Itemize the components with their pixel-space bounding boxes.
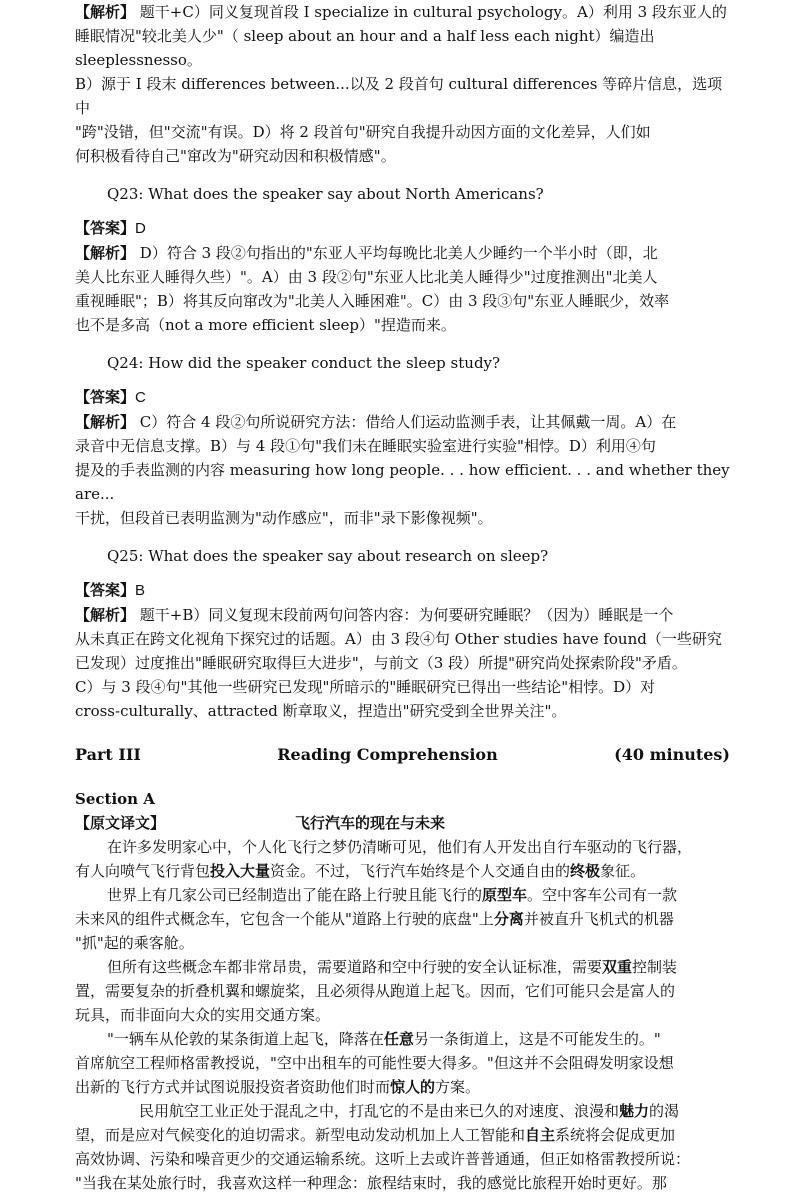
q22-analysis <box>75 0 730 168</box>
paragraph-line: 玩具，而非面向大众的实用交通方案。 <box>75 1006 331 1024</box>
q24-analysis <box>75 410 730 530</box>
paragraph-line: 在许多发明家心中，个人化飞行之梦仍清晰可见，他们有人开发出自行车驱动的飞行器， <box>107 838 693 856</box>
analysis-line: B）源于 I 段末 differences between...以及 2 段首句 cultural differences 等碎片信息，选项中 <box>75 75 723 117</box>
question-q23: Q23: What does the speaker say about North Americans? <box>107 185 544 203</box>
answer-letter: B <box>135 582 146 599</box>
analysis-line: C）符合 4 段②句所说研究方法：借给人们运动监测手表，让其佩戴一周。A）在 <box>139 413 677 431</box>
paragraph-line: 置，需要复杂的折叠机翼和螺旋桨，且必须得从跑道上起飞。因而，它们可能只会是富人的 <box>75 982 676 1000</box>
emphasized-term: 任意 <box>383 1030 414 1048</box>
analysis-line: 已发现）过度推出"睡眠研究取得巨大进步"，与前文（3 段）所提"研究尚处探索阶段"矛盾。 <box>75 654 687 672</box>
answer-letter: C <box>135 389 146 406</box>
translation-body <box>75 835 730 1195</box>
emphasized-term: 投入大量 <box>210 862 271 880</box>
paragraph-line: 民用航空工业正处于混乱之中，打乱它的不是由来已久的对速度、浪漫和魅力的渴 <box>139 1102 680 1120</box>
question-q25: Q25: What does the speaker say about research on sleep? <box>107 547 549 565</box>
analysis-line: 重视睡眠"；B）将其反向窜改为"北美人入睡困难"。C）由 3 段③句"东亚人睡眠少，效率 <box>75 292 670 310</box>
part-time: (40 minutes) <box>614 745 730 764</box>
paragraph-line: "当我在某处旅行时，我喜欢这样一种理念：旅程结束时，我的感觉比旅程开始时更好。那 <box>75 1174 667 1192</box>
emphasized-term: 魅力 <box>619 1102 650 1120</box>
analysis-tag: 【解析】 <box>75 244 136 262</box>
answer-q23 <box>75 216 730 241</box>
answer-q24 <box>75 385 730 410</box>
translation-tag: 【原文译文】 <box>75 814 166 832</box>
translation-paragraph <box>75 955 730 1027</box>
translation-header <box>75 811 730 835</box>
question-q24: Q24: How did the speaker conduct the sleep study? <box>107 354 501 372</box>
answer-tag: 【答案】 <box>75 388 136 406</box>
paragraph-line: "一辆车从伦敦的某条街道上起飞，降落在任意另一条街道上，这是不可能发生的。" <box>107 1030 661 1048</box>
paragraph-line: 世界上有几家公司已经制造出了能在路上行驶且能飞行的原型车。空中客车公司有一款 <box>107 886 678 904</box>
translation-paragraph <box>75 835 730 883</box>
paragraph-line: 但所有这些概念车都非常昂贵，需要道路和空中行驶的安全认证标准，需要双重控制装 <box>107 958 678 976</box>
analysis-line: cross-culturally、attracted 断章取义，捏造出"研究受到全世界关注"。 <box>75 702 567 720</box>
analysis-line: D）符合 3 段②句指出的"东亚人平均每晚比北美人少睡约一个半小时（即，北 <box>139 244 658 262</box>
answer-q25 <box>75 578 730 603</box>
emphasized-term: 自主 <box>525 1126 556 1144</box>
emphasized-term: 终极 <box>570 862 601 880</box>
q23-analysis <box>75 241 730 337</box>
analysis-line: 题干+C）同义复现首段 I specialize in cultural psychology。A）利用 3 段东亚人的 <box>139 3 727 21</box>
analysis-line: 睡眠情况"较北美人少"（ sleep about an hour and a half less each night）编造出 sleeplessnesso。 <box>75 27 655 69</box>
part-heading <box>75 743 730 767</box>
paragraph-line: "抓"起的乘客舱。 <box>75 934 194 952</box>
section-heading: Section A <box>75 790 155 808</box>
analysis-tag: 【解析】 <box>75 413 136 431</box>
analysis-line: 何积极看待自己"窜改为"研究动因和积极情感"。 <box>75 147 396 165</box>
paragraph-line: 未来风的组件式概念车，它包含一个能从"道路上行驶的底盘"上分离并被直升飞机式的机器 <box>75 910 674 928</box>
article-title: 飞行汽车的现在与未来 <box>295 814 446 832</box>
emphasized-term: 惊人的 <box>390 1078 436 1096</box>
translation-paragraph <box>75 1099 730 1195</box>
analysis-line: 题干+B）同义复现末段前两句问答内容：为何要研究睡眠？（因为）睡眠是一个 <box>139 606 674 624</box>
document-page <box>75 0 730 1195</box>
analysis-tag: 【解析】 <box>75 606 136 624</box>
q25-analysis <box>75 603 730 723</box>
paragraph-line: 出新的飞行方式并试图说服投资者资助他们时而惊人的方案。 <box>75 1078 481 1096</box>
answer-tag: 【答案】 <box>75 581 136 599</box>
emphasized-term: 原型车 <box>482 886 528 904</box>
analysis-tag: 【解析】 <box>75 3 136 21</box>
analysis-line: 干扰，但段首已表明监测为"动作感应"，而非"录下影像视频"。 <box>75 509 493 527</box>
part-label: Part III <box>75 745 141 764</box>
analysis-line: 也不是多高（not a more efficient sleep）"捏造而来。 <box>75 316 456 334</box>
paragraph-line: 望，而是应对气候变化的迫切需求。新型电动发动机加上人工智能和自主系统将会促成更加 <box>75 1126 676 1144</box>
analysis-line: "跨"没错，但"交流"有误。D）将 2 段首句"研究自我提升动因方面的文化差异，人们如 <box>75 123 651 141</box>
analysis-line: 美人比东亚人睡得久些）"。A）由 3 段②句"东亚人比北美人睡得少"过度推测出"北美人 <box>75 268 658 286</box>
translation-paragraph <box>75 883 730 955</box>
part-name: Reading Comprehension <box>277 745 498 764</box>
analysis-line: C）与 3 段④句"其他一些研究已发现"所暗示的"睡眠研究已得出一些结论"相悖。D）对 <box>75 678 656 696</box>
answer-letter: D <box>135 220 146 237</box>
answer-tag: 【答案】 <box>75 219 136 237</box>
emphasized-term: 双重 <box>602 958 633 976</box>
paragraph-line: 有人向喷气飞行背包投入大量资金。不过，飞行汽车始终是个人交通自由的终极象征。 <box>75 862 646 880</box>
emphasized-term: 分离 <box>493 910 524 928</box>
translation-paragraph <box>75 1027 730 1099</box>
paragraph-line: 首席航空工程师格雷教授说，"空中出租车的可能性要大得多。"但这并不会阻碍发明家设想 <box>75 1054 674 1072</box>
analysis-line: 提及的手表监测的内容 measuring how long people. . . how efficient. . . and whether they are... <box>75 461 730 503</box>
paragraph-line: 高效协调、污染和噪音更少的交通运输系统。这听上去或许普普通通，但正如格雷教授所说： <box>75 1150 691 1168</box>
analysis-line: 录音中无信息支撑。B）与 4 段①句"我们未在睡眠实验室进行实验"相悖。D）利用④句 <box>75 437 656 455</box>
analysis-line: 从未真正在跨文化视角下探究过的话题。A）由 3 段④句 Other studies have found（一些研究 <box>75 630 722 648</box>
